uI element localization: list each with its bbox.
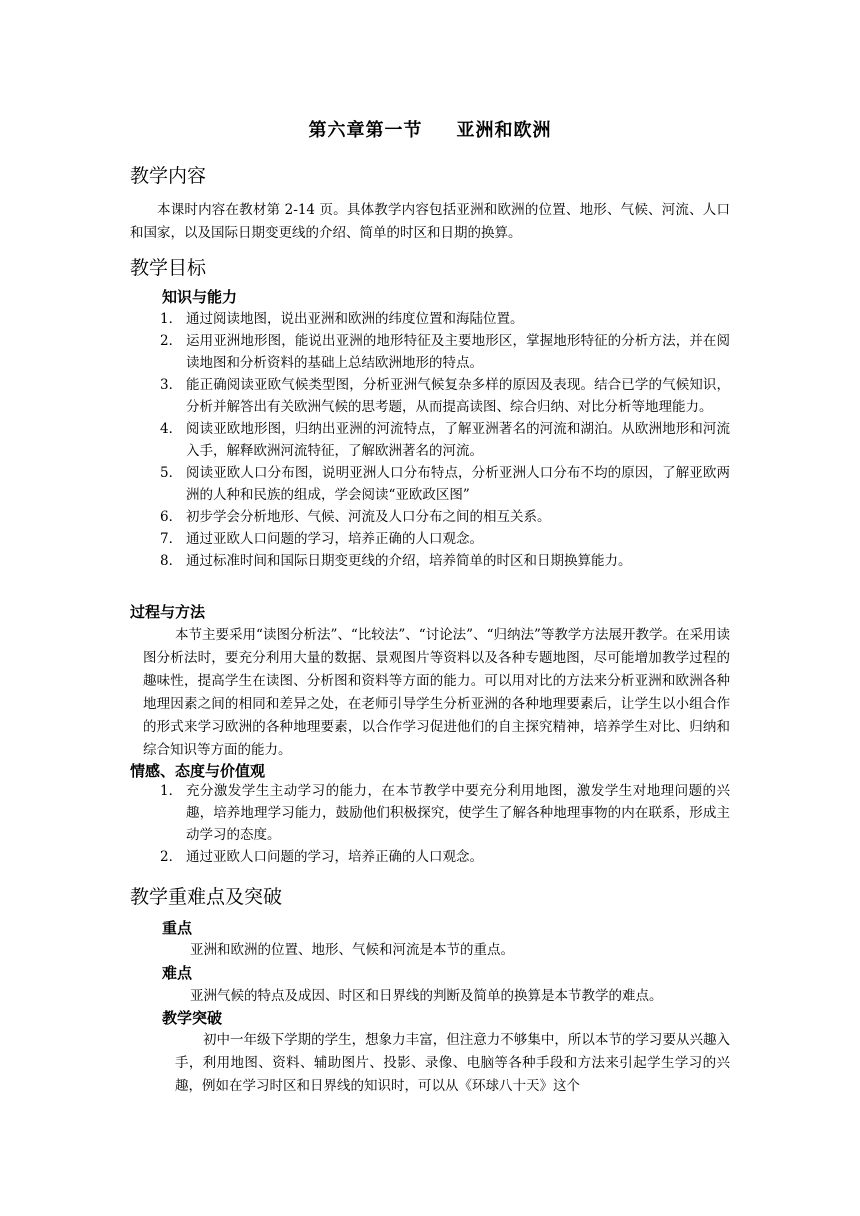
breakthrough-paragraph: 初中一年级下学期的学生，想象力丰富，但注意力不够集中，所以本节的学习要从兴趣入手，利用地图、资料、辅助图片、投影、录像、电脑等各种手段和方法来引起学生学习的兴趣，例如在学习时区和日界线的知识时，可以从《环球八十天》这个 <box>175 1032 730 1094</box>
heading-teaching-breakthrough: 教学突破 <box>162 1009 223 1027</box>
item-number: 2． <box>160 849 183 865</box>
heading-emotion-attitude-values: 情感、态度与价值观 <box>130 762 266 780</box>
item-number: 7． <box>160 531 183 547</box>
list-item: 8． 通过标准时间和国际日期变更线的介绍，培养简单的时区和日期换算能力。 <box>160 550 730 572</box>
item-number: 8． <box>160 553 183 569</box>
list-item: 6． 初步学会分析地形、气候、河流及人口分布之间的相互关系。 <box>160 506 730 528</box>
list-item: 1． 充分激发学生主动学习的能力，在本节教学中要充分利用地图，激发学生对地理问题的兴趣，培养地理学习能力，鼓励他们积极探究，使学生了解各种地理事物的内在联系，形成主动学习的态度。 <box>160 780 730 846</box>
heading-difficulty: 难点 <box>162 964 193 982</box>
page-title <box>0 116 860 142</box>
item-number: 3． <box>160 377 183 393</box>
content-paragraph: 本课时内容在教材第 2-14 页。具体教学内容包括亚洲和欧洲的位置、地形、气候、河流、人口和国家，以及国际日期变更线的介绍、简单的时区和日期的换算。 <box>130 202 730 241</box>
item-number: 5． <box>160 465 183 481</box>
list-item: 1． 通过阅读地图，说出亚洲和欧洲的纬度位置和海陆位置。 <box>160 308 730 330</box>
knowledge-list <box>160 308 730 572</box>
heading-key-difficult-points: 教学重难点及突破 <box>130 886 283 908</box>
heading-teaching-content: 教学内容 <box>130 165 207 187</box>
heading-teaching-goals: 教学目标 <box>130 257 207 279</box>
item-number: 6． <box>160 509 183 525</box>
difficulty-paragraph: 亚洲气候的特点及成因、时区和日界线的判断及简单的换算是本节教学的难点。 <box>190 988 663 1004</box>
focus-paragraph: 亚洲和欧洲的位置、地形、气候和河流是本节的重点。 <box>190 942 514 958</box>
attitude-list <box>160 780 730 868</box>
list-item: 3． 能正确阅读亚欧气候类型图，分析亚洲气候复杂多样的原因及表现。结合已学的气候知识，分析并解答出有关欧洲气候的思考题，从而提高读图、综合归纳、对比分析等地理能力。 <box>160 374 730 418</box>
title-topic: 亚洲和欧洲 <box>456 120 552 141</box>
list-item: 7． 通过亚欧人口问题的学习，培养正确的人口观念。 <box>160 528 730 550</box>
item-number: 1． <box>160 311 183 327</box>
heading-process-method: 过程与方法 <box>130 603 206 621</box>
item-number: 4． <box>160 421 183 437</box>
heading-focus: 重点 <box>162 919 193 937</box>
item-number: 1． <box>160 783 183 799</box>
title-chapter: 第六章第一节 <box>308 120 423 141</box>
process-paragraph: 本节主要采用“读图分析法”、“比较法”、“讨论法”、“归纳法”等教学方法展开教学。在采用读图分析法时，要充分利用大量的数据、景观图片等资料以及各种专题地图，尽可能增加教学过程的趣味性，提高学生在读图、分析图和资料等方面的能力。可以用对比的方法来分析亚洲和欧洲各种地理因素之间的相同和差异之处，在老师引导学生分析亚洲的各种地理要素后，让学生以小组合作的形式来学习欧洲的各种地理要素，以合作学习促进他们的自主探究精神，培养学生对比、归纳和综合知识等方面的能力。 <box>143 627 730 758</box>
heading-knowledge-ability: 知识与能力 <box>162 288 238 306</box>
item-number: 2． <box>160 333 183 349</box>
list-item: 4． 阅读亚欧地形图，归纳出亚洲的河流特点，了解亚洲著名的河流和湖泊。从欧洲地形和河流入手，解释欧洲河流特征，了解欧洲著名的河流。 <box>160 418 730 462</box>
list-item: 5． 阅读亚欧人口分布图，说明亚洲人口分布特点，分析亚洲人口分布不均的原因，了解亚欧两洲的人种和民族的组成，学会阅读“亚欧政区图” <box>160 462 730 506</box>
list-item: 2． 运用亚洲地形图，能说出亚洲的地形特征及主要地形区，掌握地形特征的分析方法，并在阅读地图和分析资料的基础上总结欧洲地形的特点。 <box>160 330 730 374</box>
list-item: 2． 通过亚欧人口问题的学习，培养正确的人口观念。 <box>160 846 730 868</box>
